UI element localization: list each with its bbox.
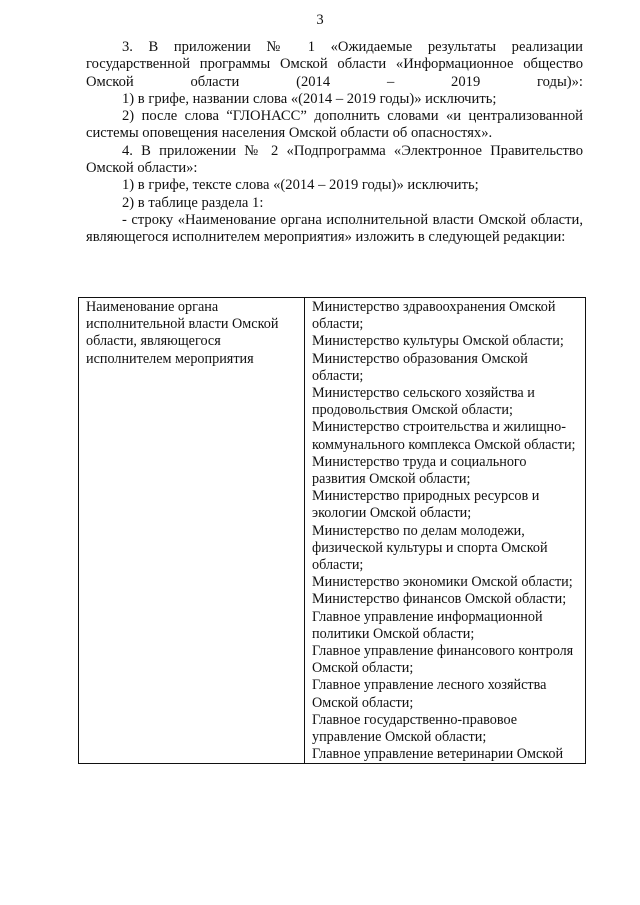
executor-entry: Главное управление финансового контроля Омской области; [312, 643, 574, 677]
amendment-text [86, 39, 583, 247]
executor-entry: Министерство здравоохранения Омской области; [312, 299, 556, 333]
executor-entry: Главное управление информационной политики Омской области; [312, 608, 543, 642]
paragraph-item-3: 3. В приложении № 1 «Ожидаемые результаты реализации государственной программы Омской области «Информационное общество Омской области (2014 – 2019 годы)»: [86, 39, 583, 90]
executor-entry: Министерство сельского хозяйства и продовольствия Омской области; [312, 385, 535, 419]
executor-entry: Министерство по делам молодежи, физической культуры и спорта Омской области; [312, 522, 548, 574]
executor-entry: Главное управление ветеринарии Омской [312, 746, 564, 763]
table-cell-executors [305, 298, 586, 764]
executor-entry: Министерство строительства и жилищно-коммунального комплекса Омской области; [312, 419, 576, 453]
paragraph-row-instruction: - строку «Наименование органа исполнительной власти Омской области, являющегося исполнителем мероприятия» изложить в следующей редакции: [86, 211, 583, 246]
executor-entry: Министерство труда и социального развития Омской области; [312, 453, 527, 488]
page-number: 3 [316, 12, 324, 28]
executor-entry: Министерство образования Омской области; [312, 350, 528, 384]
paragraph-subitem-3-1: 1) в грифе, названии слова «(2014 – 2019 годы)» исключить; [122, 90, 497, 107]
executor-entry: Министерство экономики Омской области; [312, 574, 573, 591]
executor-entry: Главное государственно-правовое управление Омской области; [312, 711, 518, 746]
executor-entry: Министерство культуры Омской области; [312, 333, 564, 350]
paragraph-item-4: 4. В приложении № 2 «Подпрограмма «Электронное Правительство Омской области»: [86, 142, 583, 177]
table-cell-label: Наименование органа исполнительной власти Омской области, являющегося исполнителем мероприятия [79, 298, 305, 764]
executor-entry: Главное управление лесного хозяйства Омской области; [312, 677, 547, 711]
paragraph-subitem-4-2: 2) в таблице раздела 1: [122, 194, 264, 211]
executor-entry: Министерство финансов Омской области; [312, 591, 567, 608]
table-row [79, 298, 586, 764]
paragraph-subitem-3-2: 2) после слова “ГЛОНАСС” дополнить словами «и централизованной системы оповещения населения Омской области об опасностях». [86, 108, 583, 142]
executor-entry: Министерство природных ресурсов и экологии Омской области; [312, 488, 540, 522]
amendment-table [78, 297, 586, 764]
paragraph-subitem-4-1: 1) в грифе, тексте слова «(2014 – 2019 годы)» исключить; [122, 177, 479, 194]
